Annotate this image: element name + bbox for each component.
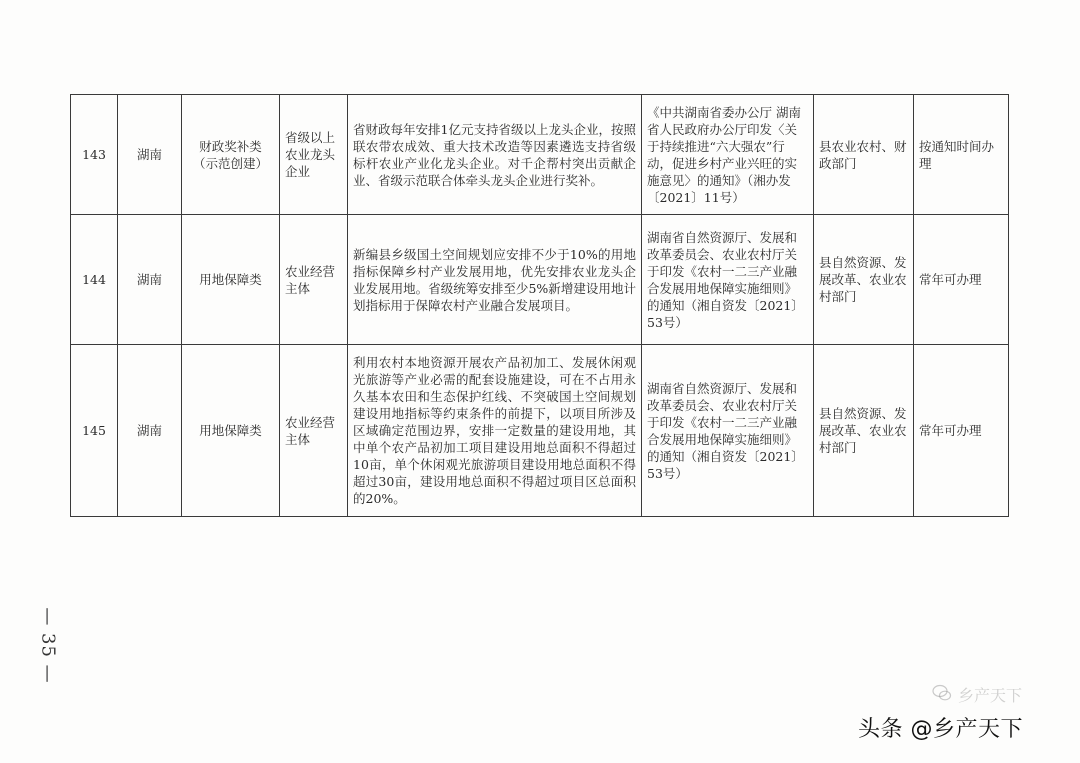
table-row — [71, 345, 1009, 517]
handling-time-cell: 按通知时间办理 — [914, 95, 1009, 215]
policy-type-cell: 用地保障类 — [182, 215, 280, 345]
policy-document-cell: 湖南省自然资源厅、发展和改革委员会、农业农村厅关于印发《农村一二三产业融合发展用地保障实施细则》的通知（湘自资发〔2021〕53号） — [642, 215, 814, 345]
policy-content-cell: 省财政每年安排1亿元支持省级以上龙头企业，按照联农带农成效、重大技术改造等因素遴选支持省级标杆农业产业化龙头企业。对千企帮村突出贡献企业、省级示范联合体牵头龙头企业进行奖补。 — [348, 95, 642, 215]
province-cell: 湖南 — [118, 345, 182, 517]
province-cell: 湖南 — [118, 215, 182, 345]
watermark-text: 头条 @乡产天下 — [858, 717, 1023, 742]
province-cell: 湖南 — [118, 95, 182, 215]
watermark-faint-text: 乡产天下 — [958, 686, 1023, 705]
policy-document-cell: 《中共湖南省委办公厅 湖南省人民政府办公厅印发〈关于持续推进“六大强农”行动，促进乡村产业兴旺的实施意见〉的通知》（湘办发〔2021〕11号） — [642, 95, 814, 215]
row-number: 145 — [71, 345, 118, 517]
handling-time-cell: 常年可办理 — [914, 215, 1009, 345]
policy-content-cell: 新编县乡级国土空间规划应安排不少于10%的用地指标保障乡村产业发展用地，优先安排农业龙头企业发展用地。省级统筹安排至少5%新增建设用地计划指标用于保障农村产业融合发展项目。 — [348, 215, 642, 345]
wechat-icon — [932, 683, 952, 703]
handling-time-cell: 常年可办理 — [914, 345, 1009, 517]
policy-type-cell: 财政奖补类（示范创建） — [182, 95, 280, 215]
department-cell: 县农业农村、财政部门 — [814, 95, 914, 215]
row-number: 144 — [71, 215, 118, 345]
subject-cell: 农业经营主体 — [280, 215, 348, 345]
policy-document-cell: 湖南省自然资源厅、发展和改革委员会、农业农村厅关于印发《农村一二三产业融合发展用地保障实施细则》的通知（湘自资发〔2021〕53号） — [642, 345, 814, 517]
subject-cell: 农业经营主体 — [280, 345, 348, 517]
page-number-text: — 35 — — [37, 606, 59, 684]
policy-type-cell: 用地保障类 — [182, 345, 280, 517]
table-row — [71, 95, 1009, 215]
table-row — [71, 215, 1009, 345]
policy-table — [70, 94, 1009, 517]
policy-content-cell: 利用农村本地资源开展农产品初加工、发展休闲观光旅游等产业必需的配套设施建设，可在不占用永久基本农田和生态保护红线、不突破国土空间规划建设用地指标等约束条件的前提下，以项目所涉及区域确定范围边界，安排一定数量的建设用地，其中单个农产品初加工项目建设用地总面积不得超过10亩，单个休闲观光旅游项目建设用地总面积不得超过30亩，建设用地总面积不得超过项目区总面积的20%。 — [348, 345, 642, 517]
row-number: 143 — [71, 95, 118, 215]
department-cell: 县自然资源、发展改革、农业农村部门 — [814, 345, 914, 517]
page-number — [33, 600, 63, 690]
department-cell: 县自然资源、发展改革、农业农村部门 — [814, 215, 914, 345]
subject-cell: 省级以上农业龙头企业 — [280, 95, 348, 215]
